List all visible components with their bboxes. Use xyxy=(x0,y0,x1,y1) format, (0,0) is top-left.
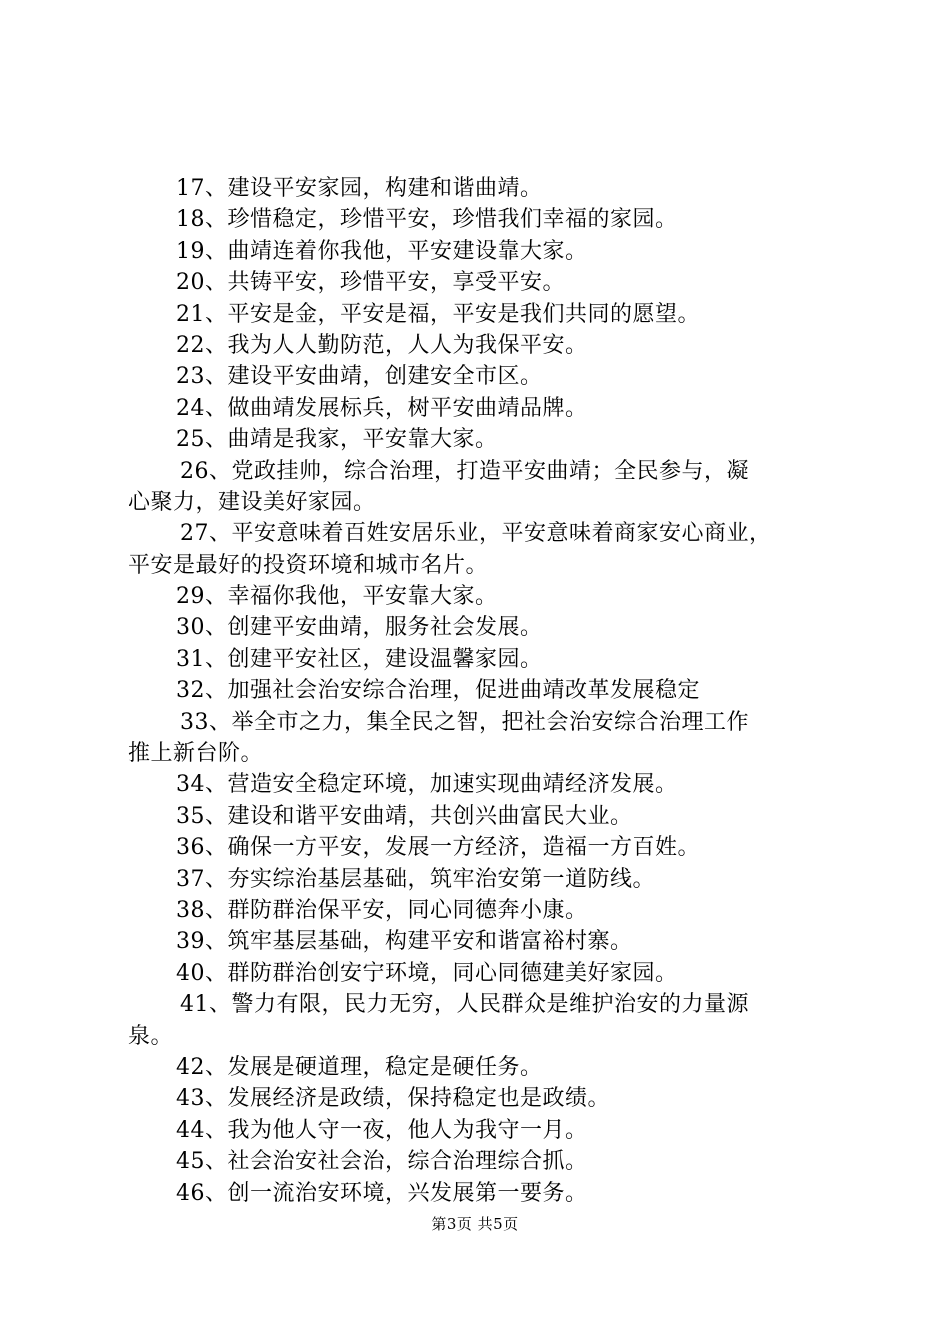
document-line: 27、平安意味着百姓安居乐业，平安意味着商家安心商业， xyxy=(180,521,772,547)
document-body xyxy=(128,173,838,1209)
document-line: 42、发展是硬道理，稳定是硬任务。 xyxy=(176,1054,543,1080)
document-line: 推上新台阶。 xyxy=(128,741,264,767)
document-line: 43、发展经济是政绩，保持稳定也是政绩。 xyxy=(176,1086,610,1112)
document-line: 41、警力有限，民力无穷，人民群众是维护治安的力量源 xyxy=(180,992,749,1018)
document-line: 20、共铸平安，珍惜平安，享受平安。 xyxy=(176,270,565,296)
document-line: 31、创建平安社区，建设温馨家园。 xyxy=(176,646,543,672)
document-line: 39、筑牢基层基础，构建平安和谐富裕村寨。 xyxy=(176,929,633,955)
document-line: 36、确保一方平安，发展一方经济，造福一方百姓。 xyxy=(176,835,700,861)
document-line: 29、幸福你我他，平安靠大家。 xyxy=(176,584,498,610)
document-line: 45、社会治安社会治，综合治理综合抓。 xyxy=(176,1149,588,1175)
document-line: 40、群防群治创安宁环境，同心同德建美好家园。 xyxy=(176,960,678,986)
document-line: 平安是最好的投资环境和城市名片。 xyxy=(128,552,489,578)
document-line: 32、加强社会治安综合治理，促进曲靖改革发展稳定 xyxy=(176,678,700,704)
document-line: 46、创一流治安环境，兴发展第一要务。 xyxy=(176,1180,588,1206)
document-line: 21、平安是金，平安是福，平安是我们共同的愿望。 xyxy=(176,301,700,327)
document-line: 19、曲靖连着你我他，平安建设靠大家。 xyxy=(176,238,588,264)
document-line: 22、我为人人勤防范，人人为我保平安。 xyxy=(176,332,588,358)
document-line: 30、创建平安曲靖，服务社会发展。 xyxy=(176,615,543,641)
document-line: 17、建设平安家园，构建和谐曲靖。 xyxy=(176,176,543,201)
document-line: 25、曲靖是我家，平安靠大家。 xyxy=(176,427,498,453)
document-line: 24、做曲靖发展标兵，树平安曲靖品牌。 xyxy=(176,395,588,421)
page-footer: 第3页 共5页 xyxy=(431,1215,519,1233)
document-line: 心聚力，建设美好家园。 xyxy=(128,489,376,515)
document-line: 34、营造安全稳定环境，加速实现曲靖经济发展。 xyxy=(176,772,678,798)
document-line: 33、举全市之力，集全民之智，把社会治安综合治理工作 xyxy=(180,709,749,735)
document-line: 44、我为他人守一夜，他人为我守一月。 xyxy=(176,1117,588,1143)
document-line: 26、党政挂帅，综合治理，打造平安曲靖；全民参与，凝 xyxy=(180,458,749,484)
document-line: 23、建设平安曲靖，创建安全市区。 xyxy=(176,364,543,390)
document-line: 35、建设和谐平安曲靖，共创兴曲富民大业。 xyxy=(176,803,633,829)
document-line: 37、夯实综治基层基础，筑牢治安第一道防线。 xyxy=(176,866,655,892)
document-line: 泉。 xyxy=(128,1023,174,1049)
document-line: 38、群防群治保平安，同心同德奔小康。 xyxy=(176,897,588,923)
document-line: 18、珍惜稳定，珍惜平安，珍惜我们幸福的家园。 xyxy=(176,207,678,233)
